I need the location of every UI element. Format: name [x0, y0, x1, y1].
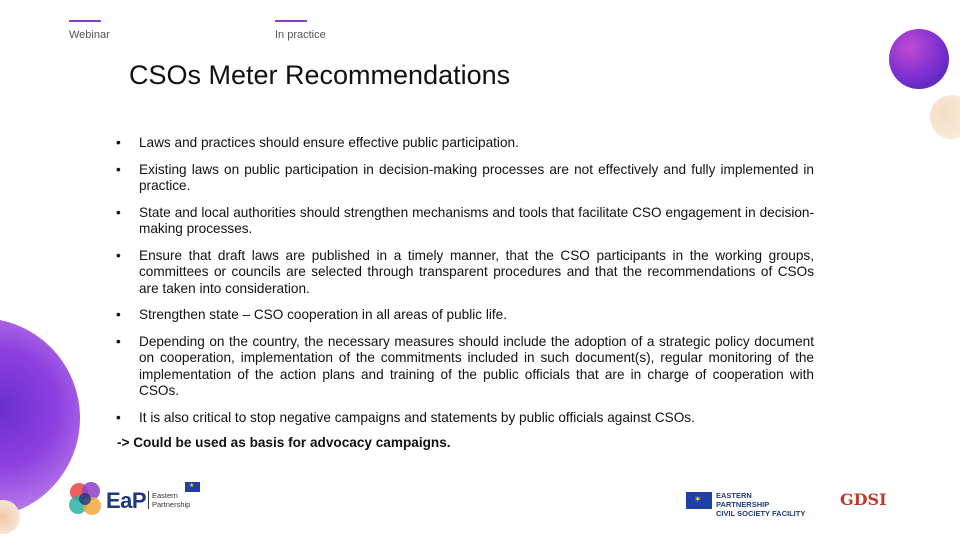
list-item: • It is also critical to stop negative campaigns and statements by public officials against CSOs.	[114, 410, 814, 427]
eap-mark-icon	[68, 480, 104, 518]
eap-wordmark: EaP	[106, 488, 147, 513]
list-item: • Strengthen state – CSO cooperation in all areas of public life.	[114, 307, 814, 324]
tab-label: Webinar	[69, 29, 110, 41]
gdsi-wordmark: GDSI	[840, 490, 887, 509]
tab-label: In practice	[275, 29, 326, 41]
gdsi-logo	[840, 490, 894, 512]
list-item: • Existing laws on public participation in decision-making processes are not effectively and fully implemented in practice.	[114, 162, 814, 195]
eap-logo	[68, 480, 208, 520]
tab-in-practice[interactable]	[275, 20, 326, 41]
tab-webinar[interactable]	[69, 20, 110, 41]
decorative-circle	[930, 95, 960, 139]
advocacy-note: -> Could be used as basis for advocacy campaigns.	[117, 435, 451, 450]
csf-logo	[686, 490, 806, 518]
eap-subtitle-line: Eastern	[152, 491, 178, 500]
eu-flag-icon	[686, 492, 712, 509]
recommendations-list	[114, 135, 814, 436]
csf-line: EASTERN PARTNERSHIP	[716, 491, 770, 509]
eap-subtitle-line: Partnership	[152, 500, 191, 509]
list-item: • Laws and practices should ensure effective public participation.	[114, 135, 814, 152]
slide-title: CSOs Meter Recommendations	[129, 60, 511, 90]
eu-flag-icon	[185, 482, 200, 492]
csf-wordmark	[716, 491, 806, 518]
list-item: • Ensure that draft laws are published in a timely manner, that the CSO participants in the working groups, committees or councils are selected through transparent procedures and that the recommendations of CSOs are taken into consideration.	[114, 248, 814, 298]
list-item: • Depending on the country, the necessary measures should include the adoption of a strategic policy document on cooperation, implementation of the commitments included in such document(s), regular monitoring of the implementation of the action plans and training of the public officials that are in charge of cooperation with CSOs.	[114, 334, 814, 400]
eap-subtitle	[148, 491, 190, 509]
tab-indicator	[275, 20, 307, 22]
csf-line: CIVIL SOCIETY FACILITY	[716, 509, 806, 518]
list-item: • State and local authorities should strengthen mechanisms and tools that facilitate CSO engagement in decision-making processes.	[114, 205, 814, 238]
decorative-circle	[889, 29, 949, 89]
tab-indicator	[69, 20, 101, 22]
